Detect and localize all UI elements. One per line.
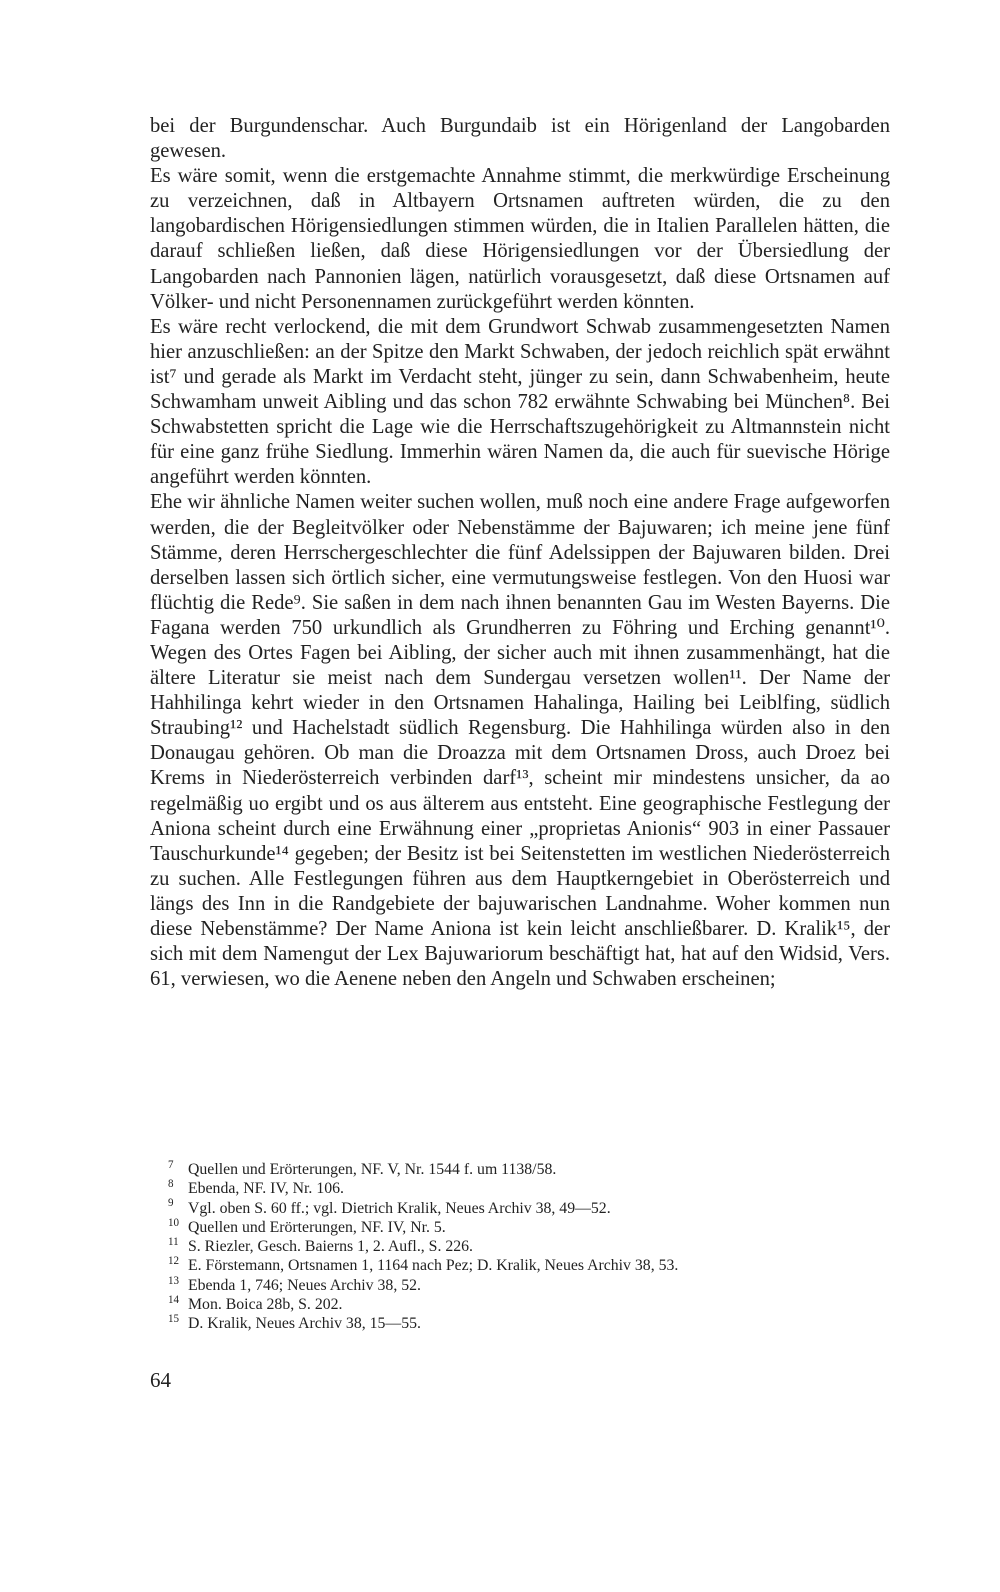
- footnote-text: D. Kralik, Neues Archiv 38, 15—55.: [188, 1315, 421, 1333]
- footnote-text: Quellen und Erörterungen, NF. IV, Nr. 5.: [188, 1218, 446, 1236]
- footnote-text: Vgl. oben S. 60 ff.; vgl. Dietrich Kralik, Neues Archiv 38, 49—52.: [188, 1199, 611, 1217]
- footnote: 7 Quellen und Erörterungen, NF. V, Nr. 1544 f. um 1138/58.: [168, 1158, 557, 1178]
- footnote: 9 Vgl. oben S. 60 ff.; vgl. Dietrich Kralik, Neues Archiv 38, 49—52.: [168, 1197, 611, 1217]
- footnote: 15 D. Kralik, Neues Archiv 38, 15—55.: [168, 1313, 421, 1333]
- paragraph-1: bei der Burgundenschar. Auch Burgundaib ist ein Hörigenland der Langobarden gewesen.: [150, 115, 890, 163]
- footnote: 10 Quellen und Erörterungen, NF. IV, Nr. 5.: [168, 1216, 446, 1236]
- footnote-text: S. Riezler, Gesch. Baierns 1, 2. Aufl., S. 226.: [188, 1238, 473, 1256]
- footnote: 11 S. Riezler, Gesch. Baierns 1, 2. Aufl., S. 226.: [168, 1235, 473, 1256]
- main-text: [150, 114, 890, 992]
- footnote-text: Ebenda, NF. IV, Nr. 106.: [188, 1180, 344, 1198]
- paragraph-2: Es wäre somit, wenn die erstgemachte Annahme stimmt, die merkwürdige Erscheinung zu verzeichnen, daß in Altbayern Ortsnamen auftreten würden, die zu den langobardischen Hörigensiedlungen stimmen würden, die in Italien Parallelen hätten, die darauf schließen ließen, daß diese Hörigensiedlungen vor der Übersiedlung der Langobarden nach Pannonien lägen, natürlich vorausgesetzt, daß diese Ortsnamen auf Völker- und nicht Personennamen zurückgeführt werden könnten.: [150, 165, 890, 313]
- paragraph-3: Es wäre recht verlockend, die mit dem Grundwort Schwab zusammengesetzten Namen hier anzuschließen: an der Spitze den Markt Schwaben, der jedoch reichlich spät erwähnt ist⁷ und gerade als Markt im Verdacht steht, jünger zu sein, dann Schwabenheim, heute Schwamham unweit Aibling und das schon 782 erwähnte Schwabing bei München⁸. Bei Schwabstetten spricht die Lage wie die Herrschaftszugehörigkeit zu Altmannstein nicht für eine ganz frühe Siedlung. Immerhin wären Namen da, die auch für suevische Hörige angeführt werden könnten.: [150, 315, 890, 489]
- footnote: 12 E. Förstemann, Ortsnamen 1, 1164 nach Pez; D. Kralik, Neues Archiv 38, 53.: [168, 1255, 679, 1275]
- page-number: 64: [150, 1368, 171, 1392]
- footnotes: [168, 1160, 908, 1334]
- footnote: 13 Ebenda 1, 746; Neues Archiv 38, 52.: [168, 1274, 421, 1294]
- footnote: 14 Mon. Boica 28b, S. 202.: [168, 1293, 343, 1314]
- footnote-text: Mon. Boica 28b, S. 202.: [188, 1296, 343, 1314]
- paragraph-4: Ehe wir ähnliche Namen weiter suchen wollen, muß noch eine andere Frage aufgeworfen werden, die der Begleitvölker oder Nebenstämme der Bajuwaren; ich meine jene fünf Stämme, deren Herrschergeschlechter die fünf Adelssippen der Bajuwaren bilden. Drei derselben lassen sich örtlich sicher, eine vermutungsweise festlegen. Von den Huosi war flüchtig die Rede⁹. Sie saßen in dem nach ihnen benannten Gau im Westen Bayerns. Die Fagana werden 750 urkundlich als Grundherren zu Föhring und Erching genannt¹⁰. Wegen des Ortes Fagen bei Aibling, der sicher auch mit ihnen zusammenhängt, hat die ältere Literatur sie meist nach dem Sundergau versetzen wollen¹¹. Der Name der Hahhilinga kehrt wieder in den Ortsnamen Hahalinga, Hailing bei Leiblfing, südlich Straubing¹² und Hachelstadt südlich Regensburg. Die Hahhilinga würden also in den Donaugau gehören. Ob man die Droazza mit dem Ortsnamen Dross, auch Droez bei Krems in Niederösterreich verbinden darf¹³, scheint mir mindestens unsicher, da ao regelmäßig uo ergibt und os aus älterem aus entsteht. Eine geographische Festlegung der Aniona scheint durch eine Erwähnung einer „proprietas Anionis“ 903 in einer Passauer Tauschurkunde¹⁴ gegeben; der Besitz ist bei Seitenstetten im westlichen Niederösterreich zu suchen. Alle Festlegungen führen aus dem Hauptkerngebiet in Oberösterreich und längs des Inn in die Randgebiete der bajuwarischen Landnahme. Woher kommen nun diese Nebenstämme? Der Name Aniona ist kein leicht anschließbarer. D. Kralik¹⁵, der sich mit dem Namengut der Lex Bajuwariorum beschäftigt hat, hat auf den Widsid, Vers. 61, verwiesen, wo die Aenene neben den Angeln und Schwaben erscheinen;: [150, 491, 890, 991]
- footnote-text: Quellen und Erörterungen, NF. V, Nr. 1544 f. um 1138/58.: [188, 1161, 557, 1178]
- footnote: 8 Ebenda, NF. IV, Nr. 106.: [168, 1178, 344, 1198]
- footnote-text: E. Förstemann, Ortsnamen 1, 1164 nach Pez; D. Kralik, Neues Archiv 38, 53.: [188, 1257, 679, 1275]
- footnote-text: Ebenda 1, 746; Neues Archiv 38, 52.: [188, 1276, 421, 1294]
